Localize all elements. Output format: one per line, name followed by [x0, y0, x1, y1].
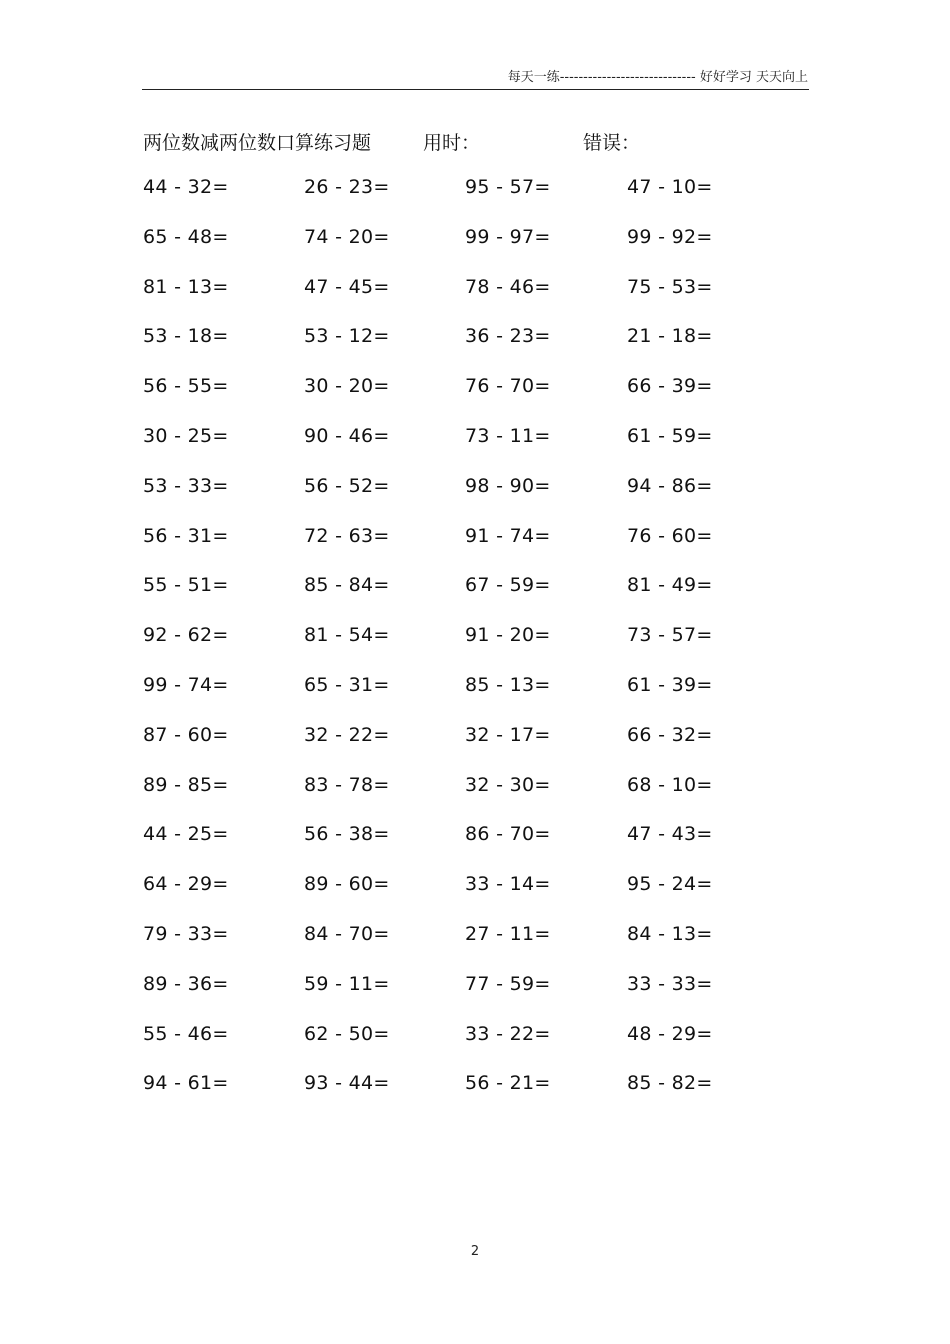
problem-item: 21 - 18= — [627, 325, 713, 348]
problem-item: 53 - 12= — [304, 325, 390, 348]
problem-item: 56 - 52= — [304, 474, 390, 497]
problem-item: 61 - 39= — [627, 673, 713, 696]
problem-row — [143, 574, 793, 624]
problem-item: 89 - 60= — [304, 873, 390, 896]
problem-row — [143, 1023, 793, 1073]
problem-item: 90 - 46= — [304, 424, 390, 447]
problem-item: 56 - 55= — [143, 375, 229, 398]
problem-item: 91 - 20= — [465, 624, 551, 647]
errors-label: 错误： — [583, 132, 641, 154]
problem-item: 91 - 74= — [465, 524, 551, 547]
problem-item: 44 - 32= — [143, 176, 229, 198]
problem-row — [143, 823, 793, 873]
problem-item: 94 - 61= — [143, 1072, 229, 1095]
problem-item: 33 - 22= — [465, 1022, 551, 1045]
problem-row — [143, 973, 793, 1023]
problem-item: 27 - 11= — [465, 922, 551, 945]
problem-row — [143, 724, 793, 774]
problem-item: 79 - 33= — [143, 922, 229, 945]
problem-item: 32 - 22= — [304, 723, 390, 746]
problem-item: 95 - 57= — [465, 176, 551, 198]
problem-item: 66 - 32= — [627, 723, 713, 746]
problem-item: 55 - 46= — [143, 1022, 229, 1045]
problem-item: 32 - 30= — [465, 773, 551, 796]
problem-item: 61 - 59= — [627, 424, 713, 447]
problem-item: 76 - 60= — [627, 524, 713, 547]
page-header — [142, 64, 808, 86]
problem-item: 85 - 84= — [304, 574, 390, 597]
problem-item: 56 - 21= — [465, 1072, 551, 1095]
problem-item: 64 - 29= — [143, 873, 229, 896]
problem-item: 65 - 31= — [304, 673, 390, 696]
problem-item: 53 - 33= — [143, 474, 229, 497]
problem-row — [143, 176, 793, 226]
time-label: 用时： — [423, 132, 481, 154]
problem-item: 84 - 13= — [627, 922, 713, 945]
problem-row — [143, 624, 793, 674]
problem-item: 81 - 13= — [143, 275, 229, 298]
problem-item: 67 - 59= — [465, 574, 551, 597]
problem-item: 26 - 23= — [304, 176, 390, 198]
worksheet-title-row — [143, 128, 803, 158]
problem-row — [143, 923, 793, 973]
problem-item: 93 - 44= — [304, 1072, 390, 1095]
problem-item: 55 - 51= — [143, 574, 229, 597]
problem-row — [143, 475, 793, 525]
problem-row — [143, 425, 793, 475]
problem-item: 99 - 74= — [143, 673, 229, 696]
problem-item: 32 - 17= — [465, 723, 551, 746]
problem-item: 66 - 39= — [627, 375, 713, 398]
problem-item: 94 - 86= — [627, 474, 713, 497]
problem-item: 78 - 46= — [465, 275, 551, 298]
problem-row — [143, 1072, 793, 1122]
problem-row — [143, 226, 793, 276]
problem-item: 75 - 53= — [627, 275, 713, 298]
problem-item: 48 - 29= — [627, 1022, 713, 1045]
worksheet-title: 两位数减两位数口算练习题 — [143, 132, 372, 154]
problem-item: 68 - 10= — [627, 773, 713, 796]
problem-item: 77 - 59= — [465, 972, 551, 995]
problem-item: 99 - 97= — [465, 225, 551, 248]
problem-item: 95 - 24= — [627, 873, 713, 896]
problem-item: 92 - 62= — [143, 624, 229, 647]
problem-row — [143, 525, 793, 575]
problem-item: 47 - 43= — [627, 823, 713, 846]
page-number: 2 — [470, 1244, 480, 1259]
problem-item: 47 - 10= — [627, 176, 713, 198]
problem-item: 44 - 25= — [143, 823, 229, 846]
problem-item: 85 - 13= — [465, 673, 551, 696]
problem-item: 81 - 54= — [304, 624, 390, 647]
problem-item: 72 - 63= — [304, 524, 390, 547]
problem-item: 81 - 49= — [627, 574, 713, 597]
problem-row — [143, 674, 793, 724]
problem-item: 74 - 20= — [304, 225, 390, 248]
problem-item: 86 - 70= — [465, 823, 551, 846]
problem-item: 73 - 11= — [465, 424, 551, 447]
problem-item: 76 - 70= — [465, 375, 551, 398]
problem-item: 33 - 14= — [465, 873, 551, 896]
problem-item: 62 - 50= — [304, 1022, 390, 1045]
problem-item: 65 - 48= — [143, 225, 229, 248]
problem-item: 56 - 38= — [304, 823, 390, 846]
problem-row — [143, 276, 793, 326]
problem-row — [143, 774, 793, 824]
problem-item: 89 - 85= — [143, 773, 229, 796]
problem-item: 56 - 31= — [143, 524, 229, 547]
header-rule — [142, 89, 809, 90]
problem-item: 47 - 45= — [304, 275, 390, 298]
problem-item: 30 - 20= — [304, 375, 390, 398]
problem-item: 98 - 90= — [465, 474, 551, 497]
problem-row — [143, 375, 793, 425]
problem-item: 85 - 82= — [627, 1072, 713, 1095]
problem-item: 33 - 33= — [627, 972, 713, 995]
problem-item: 89 - 36= — [143, 972, 229, 995]
problem-item: 73 - 57= — [627, 624, 713, 647]
problem-row — [143, 873, 793, 923]
header-text: 每天一练----------------------------- 好好学习 天天向上 — [507, 70, 808, 85]
problem-item: 30 - 25= — [143, 424, 229, 447]
problem-item: 83 - 78= — [304, 773, 390, 796]
problem-item: 36 - 23= — [465, 325, 551, 348]
problem-row — [143, 325, 793, 375]
problem-item: 53 - 18= — [143, 325, 229, 348]
problem-item: 87 - 60= — [143, 723, 229, 746]
problem-item: 99 - 92= — [627, 225, 713, 248]
problem-grid — [143, 176, 793, 1122]
problem-item: 59 - 11= — [304, 972, 390, 995]
problem-item: 84 - 70= — [304, 922, 390, 945]
